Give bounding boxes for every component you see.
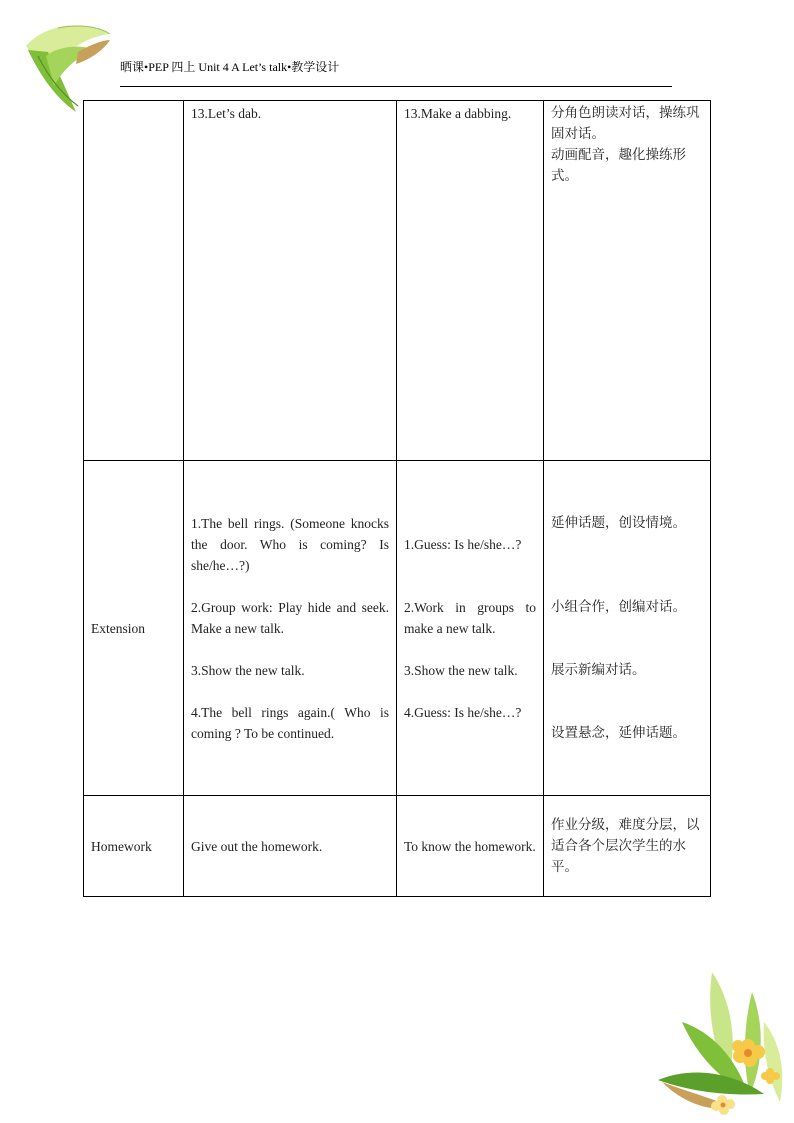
purpose-text: 延伸话题，创设情境。	[551, 514, 686, 531]
stage-cell: Extension	[84, 461, 184, 796]
leaves-and-flowers-icon	[652, 962, 792, 1120]
header-rule	[120, 86, 672, 87]
stage-cell: Homework	[84, 796, 184, 897]
teacher-activity-cell	[184, 796, 397, 897]
student-activity-cell	[397, 101, 544, 461]
purpose-cell	[544, 796, 711, 897]
purpose-cell	[544, 461, 711, 796]
purpose-text: 展示新编对话。	[551, 661, 646, 678]
table-row	[84, 101, 711, 461]
student-step: 2.Work in groups to make a new talk.	[404, 599, 536, 636]
purpose-text: 动画配音，趣化操练形式。	[551, 147, 686, 184]
student-step: 1.Guess: Is he/she…?	[404, 536, 522, 552]
teacher-step: 2.Group work: Play hide and seek. Make a new talk.	[191, 599, 389, 636]
teacher-activity-cell	[184, 461, 397, 796]
student-step: 3.Show the new talk.	[404, 662, 518, 678]
student-activity-cell	[397, 461, 544, 796]
purpose-text: 分角色朗读对话，操练巩固对话。	[551, 105, 700, 142]
purpose-text: 小组合作，创编对话。	[551, 598, 686, 615]
student-activity-cell	[397, 796, 544, 897]
teacher-step: 3.Show the new talk.	[191, 662, 305, 678]
purpose-cell	[544, 101, 711, 461]
teacher-step: 4.The bell rings again.( Who is coming ? To be continued.	[191, 704, 389, 741]
document-header: 晒课•PEP 四上 Unit 4 A Let’s talk•教学设计	[120, 60, 340, 74]
lesson-plan-table	[83, 100, 711, 897]
teacher-step: Give out the homework.	[191, 838, 323, 854]
table-row	[84, 796, 711, 897]
student-step: To know the homework.	[404, 838, 536, 854]
student-step: 13.Make a dabbing.	[404, 106, 512, 121]
purpose-text: 设置悬念，延伸话题。	[551, 724, 686, 741]
purpose-text: 作业分级，难度分层，以适合各个层次学生的水平。	[551, 816, 700, 875]
stage-cell	[84, 101, 184, 461]
teacher-step: 13.Let’s dab.	[191, 106, 262, 121]
teacher-activity-cell	[184, 101, 397, 461]
table-row	[84, 461, 711, 796]
student-step: 4.Guess: Is he/she…?	[404, 704, 522, 720]
teacher-step: 1.The bell rings. (Someone knocks the door. Who is coming? Is she/he…?)	[191, 515, 389, 573]
